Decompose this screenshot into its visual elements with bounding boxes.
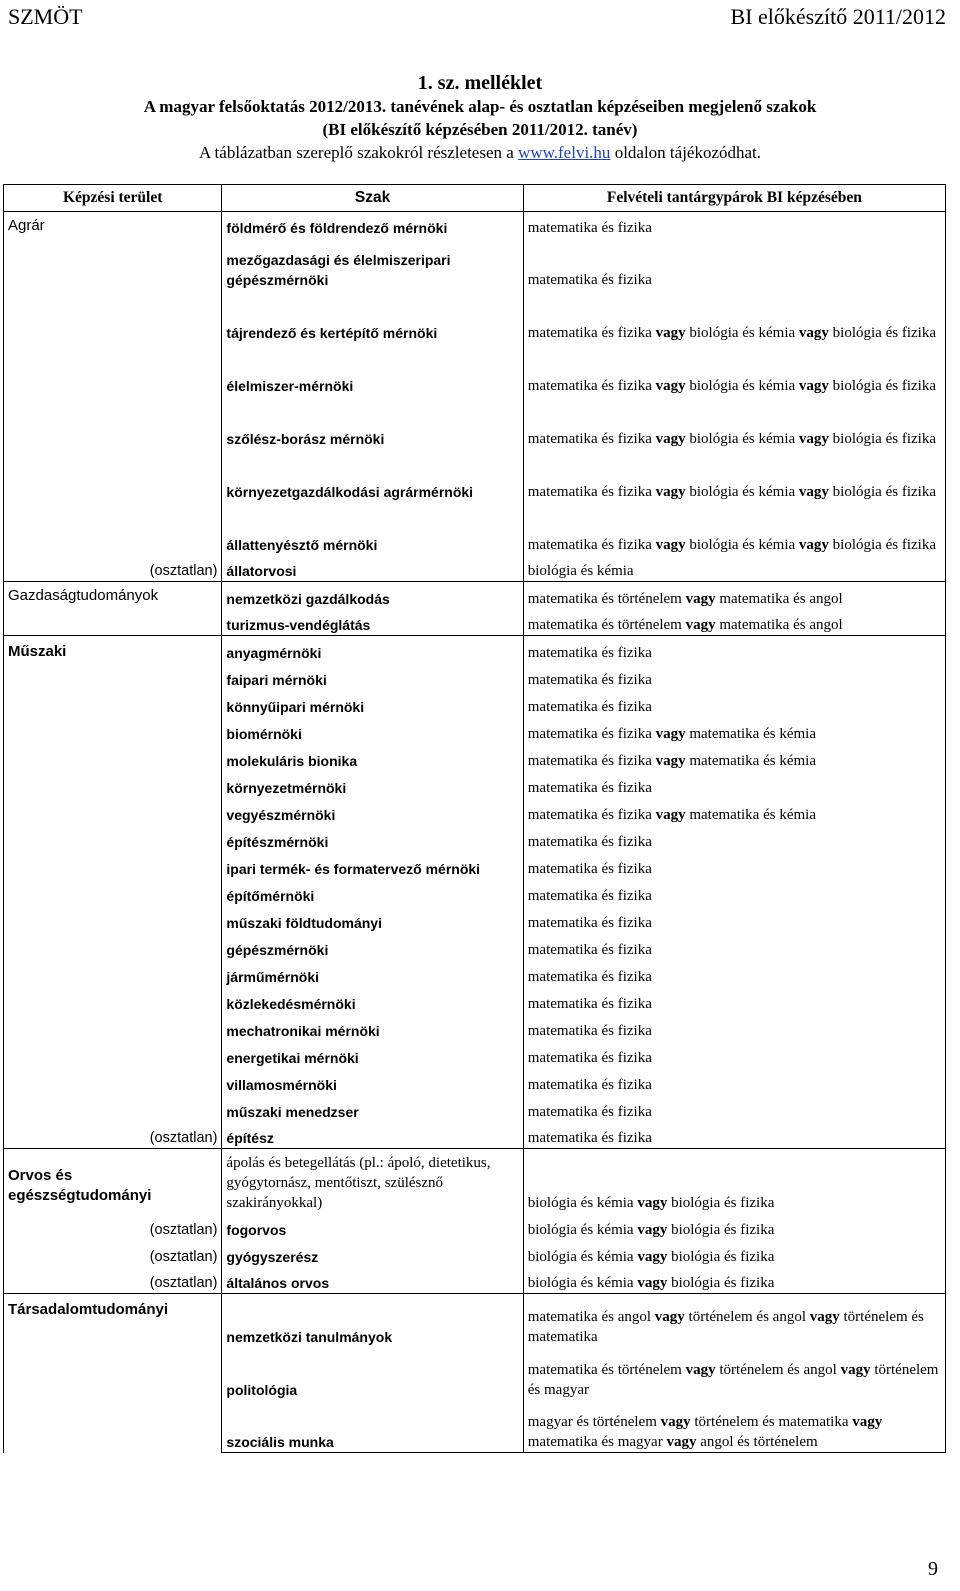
subjects-cell — [523, 1347, 945, 1400]
szak-cell: anyagmérnöki — [222, 636, 523, 663]
subject-text: matematika és történelem — [527, 590, 686, 607]
osztatlan-label: (osztatlan) — [4, 555, 222, 582]
szak-cell: környezetgazdálkodási agrármérnöki — [222, 449, 523, 502]
vagy-keyword: vagy — [655, 536, 686, 553]
subjects-cell — [523, 1267, 945, 1294]
area-cell — [4, 987, 222, 1014]
subjects-cell — [523, 933, 945, 960]
subject-text: matematika és fizika — [527, 833, 652, 850]
subjects-cell — [523, 212, 945, 238]
area-cell — [4, 290, 222, 343]
subject-text: matematika és fizika — [527, 377, 656, 394]
subject-text: matematika és fizika — [527, 698, 652, 715]
szak-cell: szociális munka — [222, 1400, 523, 1453]
osztatlan-label: (osztatlan) — [4, 1240, 222, 1267]
subject-text: matematika és fizika — [527, 1076, 652, 1093]
table-body — [4, 212, 946, 1453]
subject-text: matematika és magyar — [527, 1434, 667, 1450]
vagy-keyword: vagy — [654, 1308, 685, 1325]
area-cell — [4, 1068, 222, 1095]
subject-text: biológia és fizika — [667, 1194, 775, 1211]
subject-text: biológia és fizika — [667, 1221, 775, 1238]
majors-table — [3, 184, 946, 1453]
header-subjects: Felvételi tantárgypárok BI képzésében — [523, 185, 945, 212]
szak-cell: állattenyésztő mérnöki — [222, 502, 523, 555]
vagy-keyword: vagy — [655, 324, 686, 341]
table-row — [4, 343, 946, 396]
szak-cell: biomérnöki — [222, 717, 523, 744]
vagy-keyword: vagy — [655, 377, 686, 394]
vagy-keyword: vagy — [798, 324, 829, 341]
table-row — [4, 1068, 946, 1095]
vagy-keyword: vagy — [685, 617, 716, 633]
table-row — [4, 449, 946, 502]
szak-cell: környezetmérnöki — [222, 771, 523, 798]
page-number: 9 — [928, 1558, 938, 1580]
area-cell — [4, 960, 222, 987]
table-row — [4, 906, 946, 933]
subjects-cell — [523, 1095, 945, 1122]
area-cell — [4, 663, 222, 690]
table-row — [4, 1122, 946, 1149]
subjects-cell — [523, 1240, 945, 1267]
area-cell: Gazdaságtudományok — [4, 582, 222, 609]
szak-cell: fogorvos — [222, 1213, 523, 1240]
subjects-cell — [523, 636, 945, 663]
area-cell: Műszaki — [4, 636, 222, 663]
vagy-keyword: vagy — [655, 752, 686, 769]
table-row — [4, 238, 946, 290]
szak-cell: vegyészmérnöki — [222, 798, 523, 825]
subjects-cell — [523, 825, 945, 852]
vagy-keyword: vagy — [660, 1414, 691, 1430]
table-row — [4, 396, 946, 449]
subjects-cell — [523, 1041, 945, 1068]
subject-text: biológia és fizika — [828, 324, 936, 341]
vagy-keyword: vagy — [655, 725, 686, 742]
area-cell: Orvos és egészségtudományi — [4, 1149, 222, 1213]
table-row — [4, 987, 946, 1014]
table-row — [4, 1347, 946, 1400]
table-row — [4, 1014, 946, 1041]
subject-text: matematika és fizika — [527, 536, 656, 553]
subject-text: magyar és történelem — [527, 1414, 661, 1430]
title-line-4-pre: A táblázatban szereplő szakokról részletesen a — [198, 143, 519, 162]
szak-cell: műszaki földtudományi — [222, 906, 523, 933]
subject-text: biológia és kémia — [527, 1194, 638, 1211]
area-cell — [4, 798, 222, 825]
szak-cell: turizmus-vendéglátás — [222, 609, 523, 636]
felvi-link[interactable]: www.felvi.hu — [518, 143, 611, 162]
subject-text: angol és történelem — [696, 1434, 818, 1450]
table-row — [4, 798, 946, 825]
szak-cell: könnyűipari mérnöki — [222, 690, 523, 717]
subjects-cell — [523, 1149, 945, 1213]
subjects-cell — [523, 1014, 945, 1041]
table-row — [4, 879, 946, 906]
table-header-row — [4, 185, 946, 212]
subject-text: biológia és kémia — [527, 1275, 638, 1291]
subject-text: biológia és fizika — [828, 430, 936, 447]
document-title — [0, 72, 960, 164]
area-cell: Társadalomtudományi — [4, 1294, 222, 1347]
subject-text: matematika és fizika — [527, 219, 652, 236]
szak-cell: építőmérnöki — [222, 879, 523, 906]
vagy-keyword: vagy — [852, 1414, 883, 1430]
subjects-cell — [523, 717, 945, 744]
szak-cell: villamosmérnöki — [222, 1068, 523, 1095]
subject-text: matematika és fizika — [527, 1130, 652, 1146]
title-line-4 — [0, 141, 960, 164]
subject-text: matematika és angol — [715, 590, 843, 607]
table-row — [4, 1267, 946, 1294]
subjects-cell — [523, 744, 945, 771]
subject-text: biológia és kémia — [685, 324, 799, 341]
szak-cell: járműmérnöki — [222, 960, 523, 987]
table-row — [4, 690, 946, 717]
subject-text: biológia és fizika — [667, 1248, 775, 1265]
table-row — [4, 502, 946, 555]
table-row — [4, 582, 946, 609]
subject-text: biológia és fizika — [828, 483, 936, 500]
vagy-keyword: vagy — [798, 377, 829, 394]
szak-cell: nemzetközi gazdálkodás — [222, 582, 523, 609]
table-row — [4, 1095, 946, 1122]
subject-text: biológia és fizika — [828, 536, 936, 553]
area-cell — [4, 717, 222, 744]
subject-text: matematika és kémia — [685, 752, 816, 769]
subjects-cell — [523, 1400, 945, 1453]
vagy-keyword: vagy — [655, 806, 686, 823]
vagy-keyword: vagy — [655, 430, 686, 447]
area-cell — [4, 1014, 222, 1041]
szak-cell: élelmiszer-mérnöki — [222, 343, 523, 396]
subjects-cell — [523, 771, 945, 798]
szak-cell: közlekedésmérnöki — [222, 987, 523, 1014]
subject-text: biológia és kémia — [527, 1248, 638, 1265]
subjects-cell — [523, 609, 945, 636]
subject-text: biológia és kémia — [527, 1221, 638, 1238]
vagy-keyword: vagy — [685, 590, 716, 607]
subject-text: matematika és fizika — [527, 806, 656, 823]
table-row — [4, 290, 946, 343]
subjects-cell — [523, 502, 945, 555]
area-cell — [4, 690, 222, 717]
subject-text: matematika és fizika — [527, 671, 652, 688]
subjects-cell — [523, 1122, 945, 1149]
vagy-keyword: vagy — [809, 1308, 840, 1325]
title-line-3: (BI előkészítő képzésében 2011/2012. tanév) — [322, 120, 638, 139]
szak-cell: építész — [222, 1122, 523, 1149]
subjects-cell — [523, 449, 945, 502]
szak-cell: nemzetközi tanulmányok — [222, 1294, 523, 1347]
subjects-cell — [523, 852, 945, 879]
subjects-cell — [523, 290, 945, 343]
subject-text: matematika és fizika — [527, 430, 656, 447]
subject-text: matematika és fizika — [527, 1022, 652, 1039]
area-cell: Agrár — [4, 212, 222, 238]
vagy-keyword: vagy — [840, 1361, 871, 1378]
area-cell — [4, 906, 222, 933]
table-row — [4, 1294, 946, 1347]
subject-text: matematika és történelem — [527, 617, 686, 633]
szak-cell: energetikai mérnöki — [222, 1041, 523, 1068]
subjects-cell — [523, 555, 945, 582]
header-szak: Szak — [222, 185, 523, 212]
table-row — [4, 933, 946, 960]
szak-cell: politológia — [222, 1347, 523, 1400]
osztatlan-label: (osztatlan) — [4, 1213, 222, 1240]
table-row — [4, 1149, 946, 1213]
subject-text: matematika és angol — [527, 1308, 655, 1325]
vagy-keyword: vagy — [798, 536, 829, 553]
area-cell — [4, 744, 222, 771]
area-cell — [4, 879, 222, 906]
subject-text: biológia és kémia — [685, 483, 799, 500]
vagy-keyword: vagy — [685, 1361, 716, 1378]
area-cell — [4, 609, 222, 636]
subjects-cell — [523, 1213, 945, 1240]
subject-text: biológia és kémia — [685, 430, 799, 447]
subject-text: matematika és fizika — [527, 1049, 652, 1066]
subject-text: matematika és fizika — [527, 779, 652, 796]
title-line-4-post: oldalon tájékozódhat. — [610, 143, 762, 162]
subject-text: matematika és fizika — [527, 1103, 652, 1120]
subject-text: biológia és fizika — [828, 377, 936, 394]
vagy-keyword: vagy — [666, 1434, 697, 1450]
area-cell — [4, 825, 222, 852]
subjects-cell — [523, 1068, 945, 1095]
subject-text: matematika és kémia — [685, 725, 816, 742]
area-cell — [4, 396, 222, 449]
subject-text: biológia és fizika — [667, 1275, 775, 1291]
subject-text: matematika és történelem — [527, 1361, 686, 1378]
subject-text: történelem és matematika — [690, 1414, 853, 1430]
table-row — [4, 1400, 946, 1453]
area-cell — [4, 343, 222, 396]
szak-cell: építészmérnöki — [222, 825, 523, 852]
osztatlan-label: (osztatlan) — [4, 1267, 222, 1294]
title-line-1: 1. sz. melléklet — [417, 72, 543, 94]
szak-cell: szőlész-borász mérnöki — [222, 396, 523, 449]
area-cell — [4, 238, 222, 290]
szak-cell: tájrendező és kertépítő mérnöki — [222, 290, 523, 343]
szak-cell: gyógyszerész — [222, 1240, 523, 1267]
subjects-cell — [523, 906, 945, 933]
subjects-cell — [523, 238, 945, 290]
table-row — [4, 1041, 946, 1068]
area-cell — [4, 771, 222, 798]
subjects-cell — [523, 396, 945, 449]
area-cell — [4, 449, 222, 502]
subject-text: történelem és angol — [715, 1361, 841, 1378]
table-row — [4, 825, 946, 852]
title-line-2: A magyar felsőoktatás 2012/2013. tanévének alap- és osztatlan képzéseiben megjelenő szakok — [143, 97, 817, 116]
table-row — [4, 609, 946, 636]
szak-cell: ápolás és betegellátás (pl.: ápoló, dietetikus, gyógytornász, mentőtiszt, szülésznő szakirányokkal) — [222, 1149, 523, 1213]
subject-text: matematika és fizika — [527, 968, 652, 985]
area-cell — [4, 933, 222, 960]
szak-cell: ipari termék- és formatervező mérnöki — [222, 852, 523, 879]
subjects-cell — [523, 690, 945, 717]
subject-text: matematika és fizika — [527, 644, 652, 661]
szak-cell: mezőgazdasági és élelmiszeripari gépészmérnöki — [222, 238, 523, 290]
subject-text: matematika és fizika — [527, 941, 652, 958]
szak-cell: mechatronikai mérnöki — [222, 1014, 523, 1041]
subjects-cell — [523, 879, 945, 906]
vagy-keyword: vagy — [637, 1248, 668, 1265]
subject-text: matematika és fizika — [527, 271, 652, 288]
vagy-keyword: vagy — [798, 430, 829, 447]
szak-cell: gépészmérnöki — [222, 933, 523, 960]
subject-text: biológia és kémia — [685, 377, 799, 394]
subject-text: matematika és kémia — [685, 806, 816, 823]
subject-text: matematika és fizika — [527, 887, 652, 904]
vagy-keyword: vagy — [637, 1194, 668, 1211]
vagy-keyword: vagy — [655, 483, 686, 500]
subjects-cell — [523, 582, 945, 609]
subject-text: matematika és fizika — [527, 483, 656, 500]
szak-cell: molekuláris bionika — [222, 744, 523, 771]
area-cell — [4, 1095, 222, 1122]
table-row — [4, 744, 946, 771]
subject-text: matematika és angol — [715, 617, 843, 633]
szak-cell: műszaki menedzser — [222, 1095, 523, 1122]
subject-text: történelem és angol — [684, 1308, 810, 1325]
table-row — [4, 636, 946, 663]
subjects-cell — [523, 960, 945, 987]
table-row — [4, 555, 946, 582]
header-right: BI előkészítő 2011/2012 — [730, 4, 946, 29]
subject-text: történelem és magyar — [527, 1361, 939, 1398]
area-cell — [4, 1041, 222, 1068]
subject-text: történelem és matematika — [527, 1308, 924, 1345]
subjects-cell — [523, 663, 945, 690]
szak-cell: általános orvos — [222, 1267, 523, 1294]
table-row — [4, 1213, 946, 1240]
area-cell — [4, 852, 222, 879]
subjects-cell — [523, 798, 945, 825]
subject-text: biológia és kémia — [527, 563, 634, 579]
szak-cell: állatorvosi — [222, 555, 523, 582]
header-left: SZMÖT — [8, 4, 83, 29]
subject-text: matematika és fizika — [527, 324, 656, 341]
subject-text: biológia és kémia — [685, 536, 799, 553]
szak-cell: földmérő és földrendező mérnöki — [222, 212, 523, 238]
szak-cell: faipari mérnöki — [222, 663, 523, 690]
table-row — [4, 717, 946, 744]
subject-text: matematika és fizika — [527, 752, 656, 769]
subjects-cell — [523, 987, 945, 1014]
area-cell — [4, 1347, 222, 1400]
table-row — [4, 771, 946, 798]
area-cell — [4, 1400, 222, 1453]
vagy-keyword: vagy — [637, 1221, 668, 1238]
subjects-cell — [523, 343, 945, 396]
subject-text: matematika és fizika — [527, 860, 652, 877]
subjects-cell — [523, 1294, 945, 1347]
subject-text: matematika és fizika — [527, 914, 652, 931]
table-row — [4, 960, 946, 987]
table-row — [4, 663, 946, 690]
vagy-keyword: vagy — [637, 1275, 668, 1291]
table-row — [4, 852, 946, 879]
osztatlan-label: (osztatlan) — [4, 1122, 222, 1149]
table-row — [4, 1240, 946, 1267]
subject-text: matematika és fizika — [527, 725, 656, 742]
vagy-keyword: vagy — [798, 483, 829, 500]
area-cell — [4, 502, 222, 555]
subject-text: matematika és fizika — [527, 995, 652, 1012]
table-row — [4, 212, 946, 238]
header-area: Képzési terület — [4, 185, 222, 212]
